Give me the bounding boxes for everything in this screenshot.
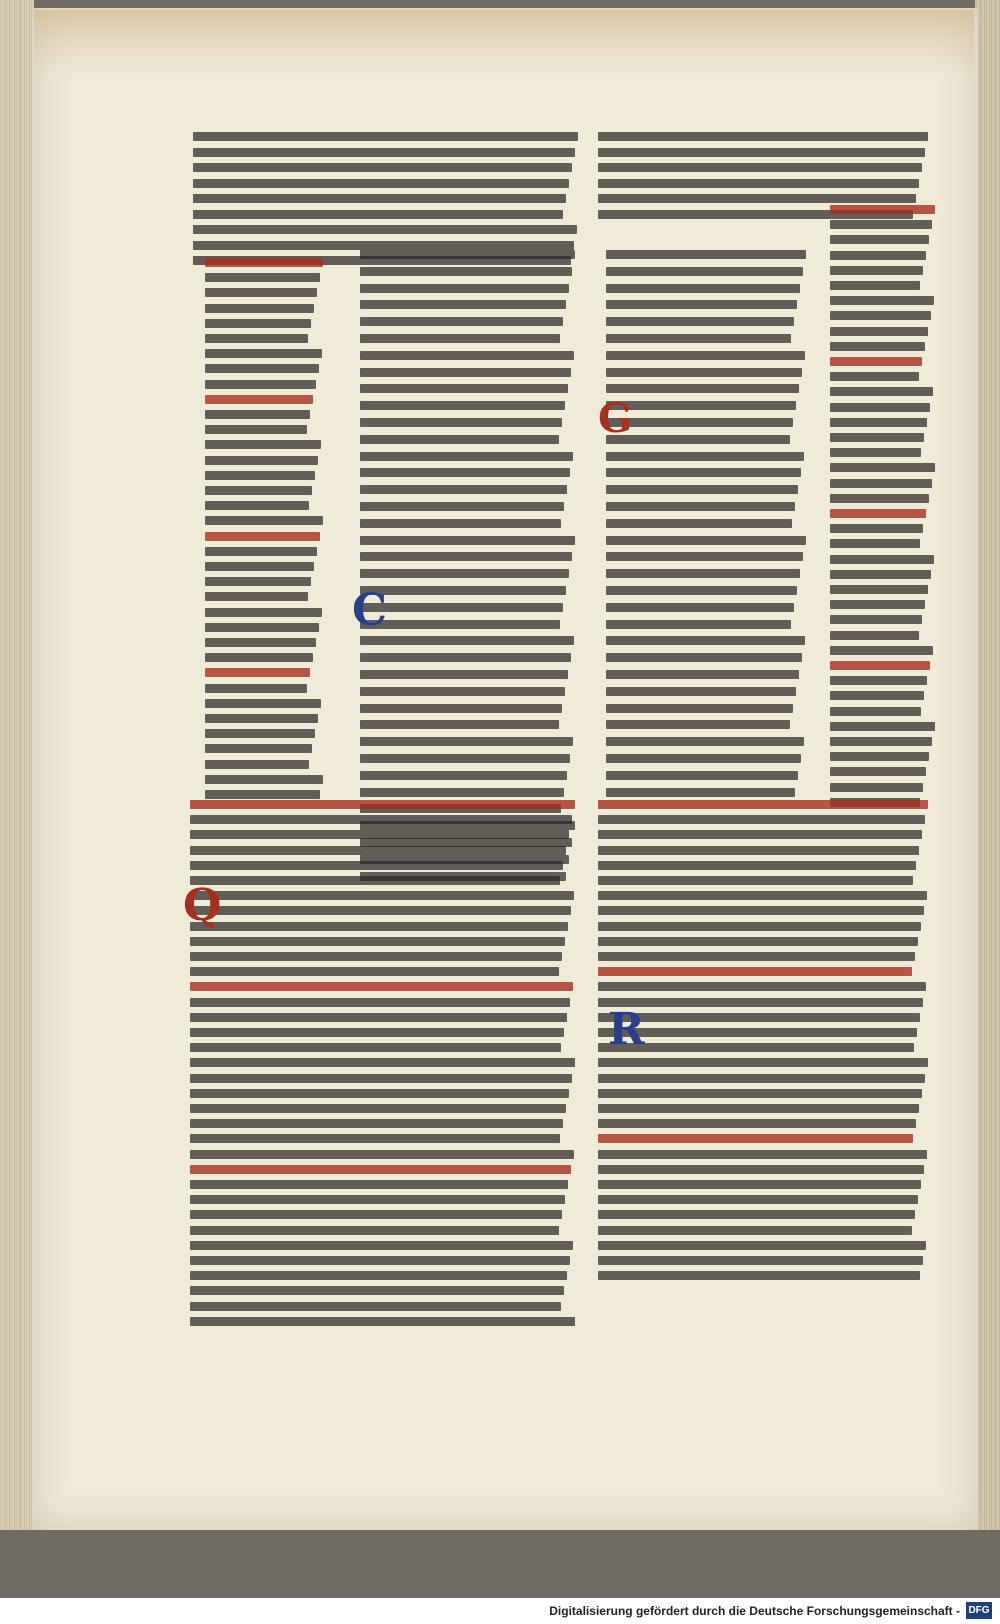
right-gloss-column-line xyxy=(830,509,926,518)
right-main-column-line xyxy=(606,620,791,629)
left-main-column-line xyxy=(360,384,568,393)
left-main-column-line xyxy=(360,569,569,578)
left-commentary-bottom-line xyxy=(190,1119,563,1128)
right-main-column-line xyxy=(606,704,793,713)
left-gloss-column-line xyxy=(205,699,321,708)
right-main-column-line xyxy=(606,771,798,780)
left-commentary-bottom-line xyxy=(190,830,569,839)
left-main-column-line xyxy=(360,317,563,326)
right-main-column-line xyxy=(606,737,804,746)
right-commentary-bottom-line xyxy=(598,998,923,1007)
left-commentary-bottom-line xyxy=(190,1165,571,1174)
right-commentary-bottom-line xyxy=(598,1013,920,1022)
right-gloss-column-line xyxy=(830,615,922,624)
right-commentary-bottom-line xyxy=(598,830,922,839)
left-main-column-line xyxy=(360,653,571,662)
left-gloss-column-line xyxy=(205,532,320,541)
left-commentary-bottom-line xyxy=(190,1043,561,1052)
left-commentary-bottom-line xyxy=(190,1180,568,1189)
left-main-column-line xyxy=(360,536,575,545)
left-gloss-column-line xyxy=(205,273,320,282)
left-commentary-bottom-line xyxy=(190,891,574,900)
right-gloss-column-line xyxy=(830,676,927,685)
right-gloss-column-line xyxy=(830,327,928,336)
left-commentary-top-line xyxy=(193,148,575,157)
left-gloss-column-line xyxy=(205,744,312,753)
left-main-column-line xyxy=(360,250,575,259)
book-left-page-edges xyxy=(0,0,34,1530)
left-commentary-bottom-line xyxy=(190,1256,570,1265)
right-main-column-line xyxy=(606,351,805,360)
left-commentary-bottom-line xyxy=(190,800,575,809)
right-gloss-column-line xyxy=(830,463,935,472)
right-commentary-top-line xyxy=(598,148,925,157)
right-main-column-line xyxy=(606,519,792,528)
right-commentary-bottom-line xyxy=(598,1058,928,1067)
left-gloss-column-line xyxy=(205,608,322,617)
left-main-column-line xyxy=(360,586,566,595)
right-gloss-column-line xyxy=(830,631,919,640)
right-commentary-bottom-line xyxy=(598,1119,916,1128)
right-gloss-column-line xyxy=(830,539,920,548)
right-main-column-line xyxy=(606,468,801,477)
right-gloss-column-line xyxy=(830,494,929,503)
right-gloss-column-line xyxy=(830,342,925,351)
left-gloss-column-line xyxy=(205,319,311,328)
left-gloss-column-line xyxy=(205,668,310,677)
left-main-column-line xyxy=(360,418,562,427)
left-gloss-column-line xyxy=(205,562,314,571)
left-gloss-column-line xyxy=(205,501,309,510)
left-commentary-top-line xyxy=(193,163,572,172)
left-main-column-line xyxy=(360,334,560,343)
left-main-column-line xyxy=(360,670,568,679)
initial-letter-g: G xyxy=(598,395,633,442)
right-commentary-bottom-line xyxy=(598,1241,926,1250)
right-gloss-column-line xyxy=(830,403,930,412)
left-commentary-bottom-line xyxy=(190,861,563,870)
left-commentary-bottom-line xyxy=(190,1210,562,1219)
left-commentary-top-line xyxy=(193,241,574,250)
left-gloss-column-line xyxy=(205,304,314,313)
right-commentary-bottom-line xyxy=(598,1028,917,1037)
right-commentary-bottom-line xyxy=(598,922,921,931)
right-commentary-bottom-line xyxy=(598,815,925,824)
right-gloss-column-line xyxy=(830,752,929,761)
right-gloss-column-line xyxy=(830,707,921,716)
left-commentary-bottom-line xyxy=(190,1089,569,1098)
left-main-column-line xyxy=(360,636,574,645)
right-commentary-bottom-line xyxy=(598,1195,918,1204)
right-main-column-line xyxy=(606,485,798,494)
right-main-column-line xyxy=(606,435,790,444)
left-commentary-bottom-line xyxy=(190,846,566,855)
right-main-column-line xyxy=(606,536,806,545)
left-main-column-line xyxy=(360,552,572,561)
left-gloss-column-line xyxy=(205,729,315,738)
right-main-column-line xyxy=(606,284,800,293)
left-commentary-bottom-line xyxy=(190,1226,559,1235)
left-gloss-column-line xyxy=(205,440,321,449)
right-main-column-line xyxy=(606,368,802,377)
left-main-column-line xyxy=(360,284,569,293)
right-gloss-column-line xyxy=(830,737,932,746)
right-commentary-bottom-line xyxy=(598,891,927,900)
left-commentary-bottom-line xyxy=(190,967,559,976)
left-commentary-bottom-line xyxy=(190,1150,574,1159)
right-gloss-column-line xyxy=(830,661,930,670)
left-main-column-line xyxy=(360,401,565,410)
right-commentary-bottom-line xyxy=(598,982,926,991)
right-commentary-bottom-line xyxy=(598,846,919,855)
left-main-column-line xyxy=(360,603,563,612)
left-commentary-bottom-line xyxy=(190,998,570,1007)
left-gloss-column-line xyxy=(205,592,308,601)
left-gloss-column-line xyxy=(205,790,320,799)
right-gloss-column-line xyxy=(830,722,935,731)
initial-letter-r: R xyxy=(608,1004,645,1055)
right-main-column-line xyxy=(606,267,803,276)
right-commentary-bottom-line xyxy=(598,1226,912,1235)
left-gloss-column-line xyxy=(205,471,315,480)
left-commentary-top-line xyxy=(193,210,563,219)
right-commentary-bottom-line xyxy=(598,876,913,885)
left-main-column-line xyxy=(360,620,560,629)
left-commentary-bottom-line xyxy=(190,937,565,946)
right-main-column-line xyxy=(606,687,796,696)
left-gloss-column-line xyxy=(205,516,323,525)
right-commentary-bottom-line xyxy=(598,1150,927,1159)
page-stain xyxy=(34,10,974,80)
left-gloss-column-line xyxy=(205,258,323,267)
left-gloss-column-line xyxy=(205,425,307,434)
right-main-column-line xyxy=(606,250,806,259)
right-main-column-line xyxy=(606,418,793,427)
left-commentary-bottom-line xyxy=(190,982,573,991)
right-main-column-line xyxy=(606,653,802,662)
right-gloss-column-line xyxy=(830,296,934,305)
left-gloss-column-line xyxy=(205,577,311,586)
right-commentary-bottom-line xyxy=(598,952,915,961)
left-commentary-bottom-line xyxy=(190,1013,567,1022)
left-gloss-column-line xyxy=(205,547,317,556)
left-commentary-bottom-line xyxy=(190,1302,561,1311)
left-gloss-column-line xyxy=(205,288,317,297)
right-commentary-bottom-line xyxy=(598,1089,922,1098)
digitization-note: Digitalisierung gefördert durch die Deutsche Forschungsgemeinschaft - xyxy=(549,1604,960,1618)
right-main-column-line xyxy=(606,603,794,612)
right-main-column-line xyxy=(606,384,799,393)
right-main-column-line xyxy=(606,720,790,729)
right-gloss-column-line xyxy=(830,251,926,260)
left-commentary-bottom-line xyxy=(190,815,572,824)
right-commentary-bottom-line xyxy=(598,1210,915,1219)
right-commentary-bottom-line xyxy=(598,1271,920,1280)
right-gloss-column-line xyxy=(830,387,933,396)
left-commentary-bottom-line xyxy=(190,1241,573,1250)
left-main-column-line xyxy=(360,737,573,746)
left-main-column-line xyxy=(360,502,564,511)
left-commentary-bottom-line xyxy=(190,1195,565,1204)
left-main-column-line xyxy=(360,687,565,696)
right-commentary-bottom-line xyxy=(598,1180,921,1189)
right-main-column-line xyxy=(606,788,795,797)
left-gloss-column-line xyxy=(205,334,308,343)
left-main-column-line xyxy=(360,351,574,360)
right-commentary-bottom-line xyxy=(598,861,916,870)
left-main-column-line xyxy=(360,435,559,444)
left-main-column-line xyxy=(360,704,562,713)
left-gloss-column-line xyxy=(205,775,323,784)
right-gloss-column-line xyxy=(830,783,923,792)
right-commentary-bottom-line xyxy=(598,1043,914,1052)
right-main-column-line xyxy=(606,754,801,763)
left-commentary-bottom-line xyxy=(190,1286,564,1295)
left-main-column-line xyxy=(360,485,567,494)
right-gloss-column-line xyxy=(830,646,933,655)
left-gloss-column-line xyxy=(205,638,316,647)
right-gloss-column-line xyxy=(830,220,932,229)
right-main-column-line xyxy=(606,401,796,410)
right-commentary-top-line xyxy=(598,194,916,203)
right-commentary-top-line xyxy=(598,132,928,141)
right-commentary-bottom-line xyxy=(598,937,918,946)
right-gloss-column-line xyxy=(830,585,928,594)
right-main-column-line xyxy=(606,569,800,578)
left-gloss-column-line xyxy=(205,364,319,373)
left-gloss-column-line xyxy=(205,760,309,769)
left-commentary-bottom-line xyxy=(190,876,560,885)
left-main-column-line xyxy=(360,720,559,729)
right-gloss-column-line xyxy=(830,205,935,214)
left-main-column-line xyxy=(360,267,572,276)
right-gloss-column-line xyxy=(830,357,922,366)
left-commentary-bottom-line xyxy=(190,1134,560,1143)
right-commentary-bottom-line xyxy=(598,1134,913,1143)
right-commentary-top-line xyxy=(598,179,919,188)
left-gloss-column-line xyxy=(205,653,313,662)
book-right-page-edges xyxy=(975,0,1000,1530)
left-gloss-column-line xyxy=(205,486,312,495)
left-main-column-line xyxy=(360,754,570,763)
right-main-column-line xyxy=(606,552,803,561)
left-commentary-bottom-line xyxy=(190,1317,575,1326)
left-commentary-bottom-line xyxy=(190,1104,566,1113)
left-gloss-column-line xyxy=(205,410,310,419)
dfg-logo: DFG xyxy=(966,1602,992,1619)
left-main-column-line xyxy=(360,468,570,477)
left-main-column-line xyxy=(360,771,567,780)
left-commentary-bottom-line xyxy=(190,906,571,915)
right-main-column-line xyxy=(606,317,794,326)
right-gloss-column-line xyxy=(830,570,931,579)
left-commentary-top-line xyxy=(193,194,566,203)
left-main-column-line xyxy=(360,519,561,528)
right-main-column-line xyxy=(606,502,795,511)
left-gloss-column-line xyxy=(205,395,313,404)
right-main-column-line xyxy=(606,300,797,309)
left-gloss-column-line xyxy=(205,456,318,465)
left-gloss-column-line xyxy=(205,714,318,723)
right-gloss-column-line xyxy=(830,691,924,700)
right-gloss-column-line xyxy=(830,281,920,290)
right-gloss-column-line xyxy=(830,418,927,427)
right-commentary-bottom-line xyxy=(598,1256,923,1265)
left-commentary-bottom-line xyxy=(190,1074,572,1083)
left-gloss-column-line xyxy=(205,623,319,632)
initial-letter-c: C xyxy=(352,585,388,636)
right-commentary-bottom-line xyxy=(598,967,912,976)
right-gloss-column-line xyxy=(830,524,923,533)
left-commentary-bottom-line xyxy=(190,922,568,931)
left-commentary-bottom-line xyxy=(190,1271,567,1280)
right-main-column-line xyxy=(606,586,797,595)
left-gloss-column-line xyxy=(205,349,322,358)
left-commentary-top-line xyxy=(193,179,569,188)
left-commentary-bottom-line xyxy=(190,1028,564,1037)
left-main-column-line xyxy=(360,788,564,797)
left-gloss-column-line xyxy=(205,380,316,389)
left-main-column-line xyxy=(360,368,571,377)
left-commentary-top-line xyxy=(193,132,578,141)
left-commentary-top-line xyxy=(193,225,577,234)
right-commentary-bottom-line xyxy=(598,906,924,915)
right-gloss-column-line xyxy=(830,266,923,275)
right-gloss-column-line xyxy=(830,555,934,564)
right-commentary-bottom-line xyxy=(598,800,928,809)
right-gloss-column-line xyxy=(830,311,931,320)
right-commentary-bottom-line xyxy=(598,1104,919,1113)
left-commentary-bottom-line xyxy=(190,952,562,961)
right-gloss-column-line xyxy=(830,600,925,609)
right-main-column-line xyxy=(606,334,791,343)
left-gloss-column-line xyxy=(205,684,307,693)
right-main-column-line xyxy=(606,670,799,679)
right-commentary-bottom-line xyxy=(598,1074,925,1083)
right-gloss-column-line xyxy=(830,767,926,776)
right-main-column-line xyxy=(606,452,804,461)
right-commentary-bottom-line xyxy=(598,1165,924,1174)
initial-letter-q: Q xyxy=(183,880,222,931)
right-gloss-column-line xyxy=(830,479,932,488)
left-commentary-bottom-line xyxy=(190,1058,575,1067)
right-commentary-top-line xyxy=(598,163,922,172)
right-gloss-column-line xyxy=(830,235,929,244)
left-main-column-line xyxy=(360,452,573,461)
right-gloss-column-line xyxy=(830,372,919,381)
right-main-column-line xyxy=(606,636,805,645)
left-main-column-line xyxy=(360,300,566,309)
right-gloss-column-line xyxy=(830,448,921,457)
right-gloss-column-line xyxy=(830,433,924,442)
